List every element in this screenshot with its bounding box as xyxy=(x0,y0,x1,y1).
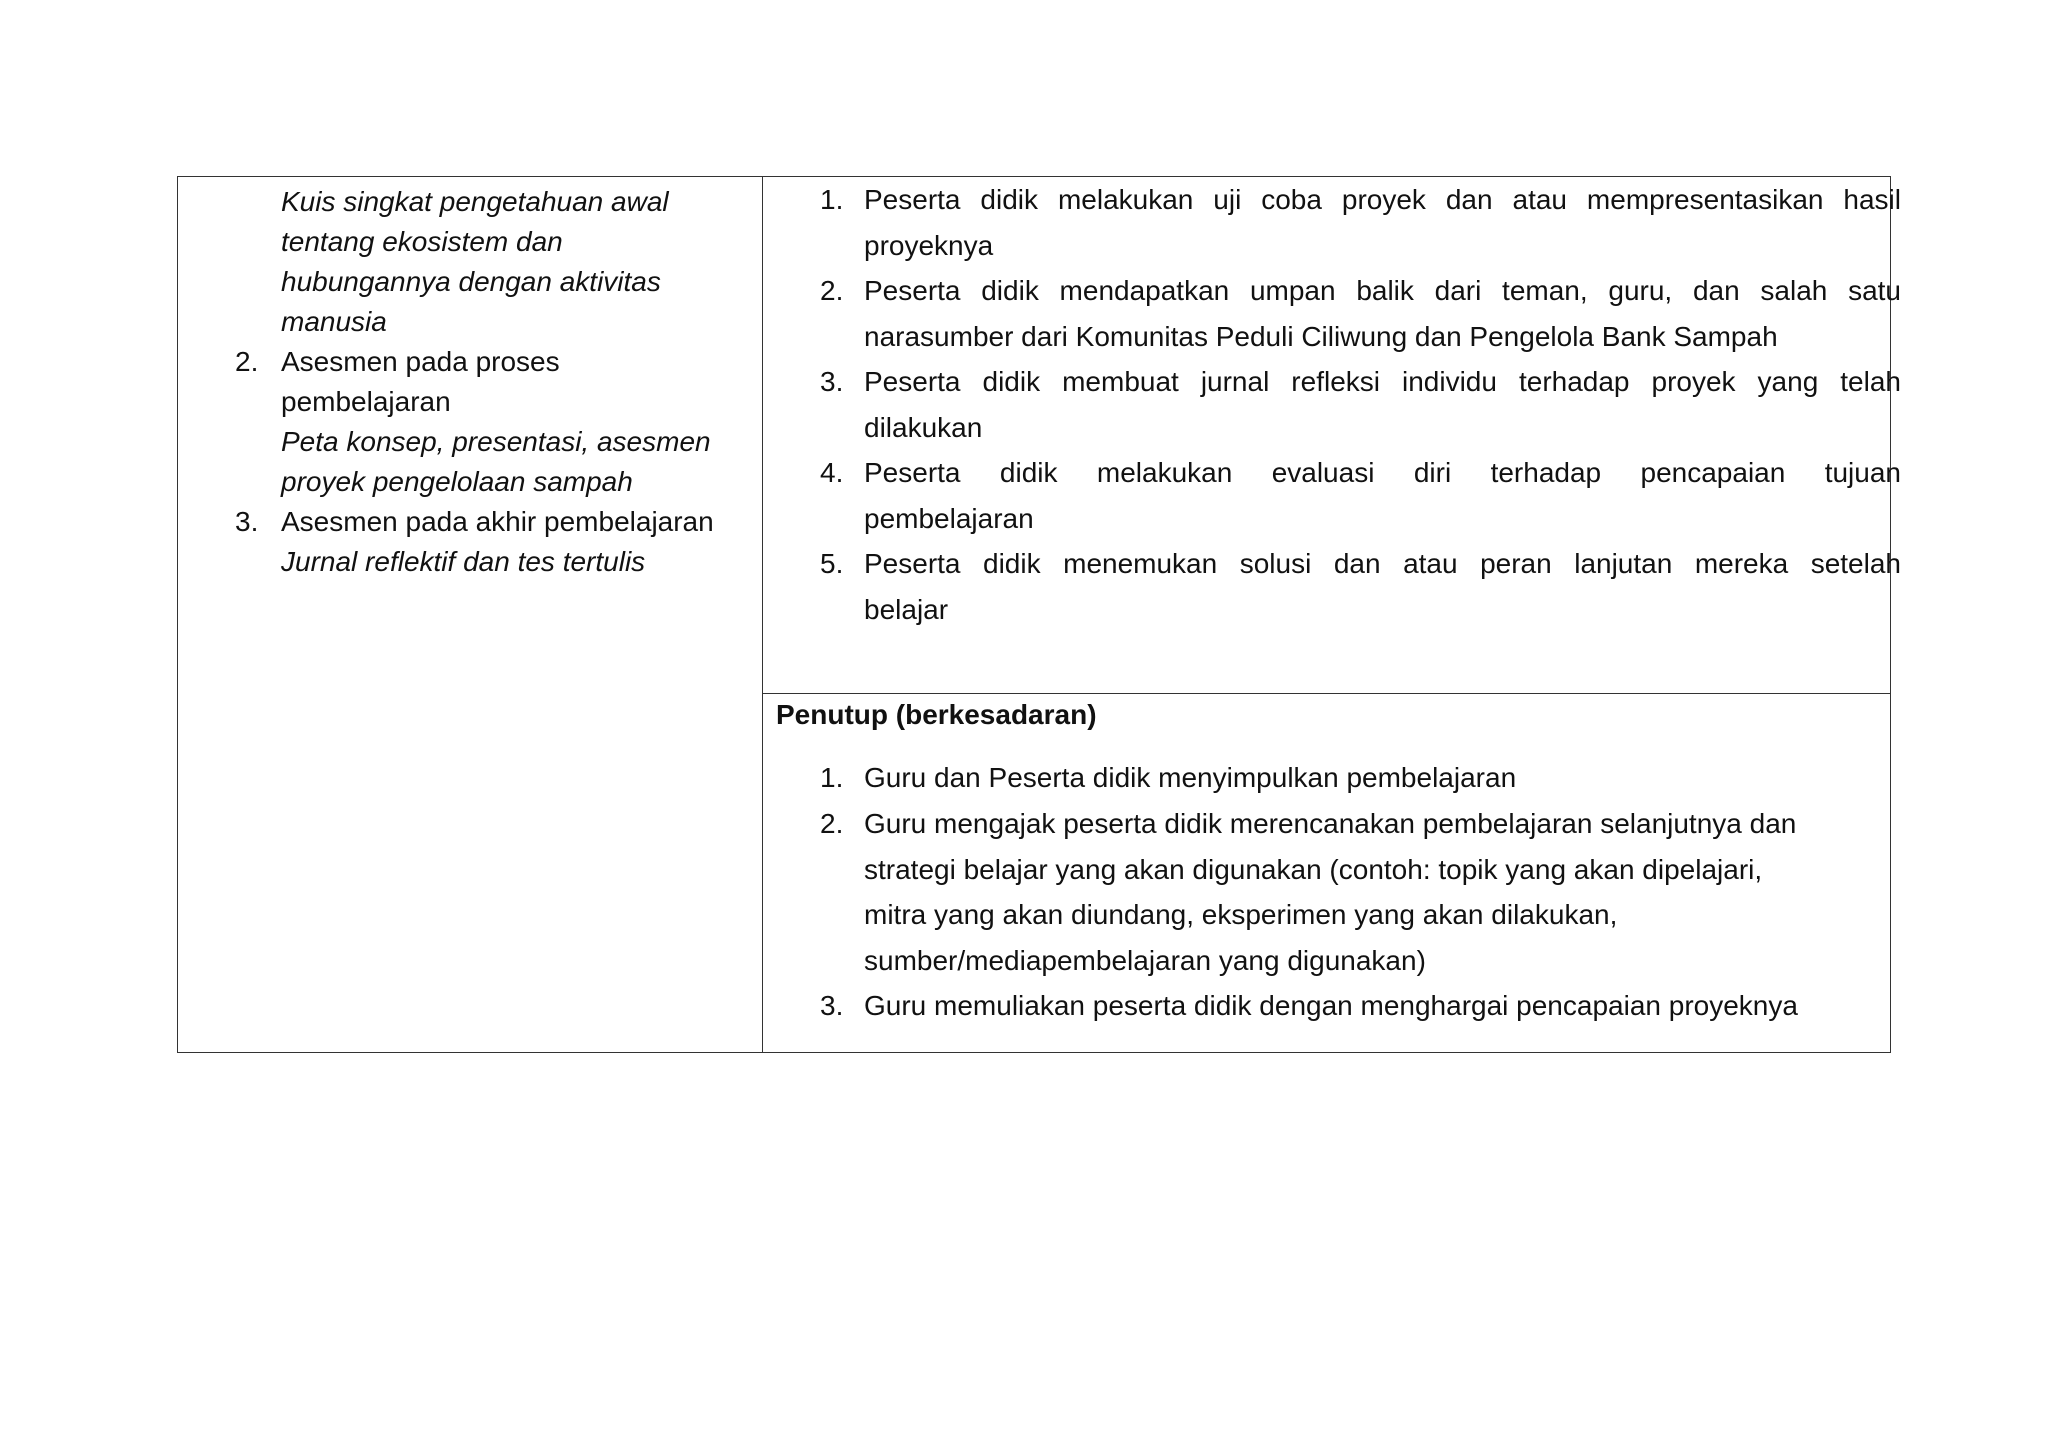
list-item-line: belajar xyxy=(864,593,949,625)
assessment-note-line: proyek pengelolaan sampah xyxy=(281,466,633,497)
list-number: 5. xyxy=(820,548,844,579)
list-number: 1. xyxy=(820,184,844,215)
list-item-line: Peserta didik membuat jurnal refleksi individu terhadap proyek yang telah xyxy=(864,366,1901,397)
assessment-note-line: Kuis singkat pengetahuan awal xyxy=(281,186,669,217)
list-number: 3. xyxy=(820,366,844,397)
list-item-line: Peserta didik melakukan uji coba proyek dan atau mempresentasikan hasil xyxy=(864,184,1901,215)
list-item-line: dilakukan xyxy=(864,411,983,443)
assessment-label-line: Asesmen pada proses xyxy=(281,346,560,377)
list-number: 4. xyxy=(820,457,844,488)
activity-cell xyxy=(763,177,1901,694)
assessment-label: Asesmen pada akhir pembelajaran xyxy=(281,506,714,537)
list-number: 3. xyxy=(235,506,259,537)
assessment-label-line: pembelajaran xyxy=(281,386,451,417)
list-item-line: pembelajaran xyxy=(864,502,1034,534)
list-item-line: Peserta didik melakukan evaluasi diri terhadap pencapaian tujuan xyxy=(864,457,1901,488)
list-number: 3. xyxy=(820,990,844,1021)
list-item-line: proyeknya xyxy=(864,229,994,261)
assessment-note-line: manusia xyxy=(281,306,387,337)
list-item-line: Peserta didik menemukan solusi dan atau peran lanjutan mereka setelah xyxy=(864,548,1901,579)
assessment-note-line: tentang ekosistem dan xyxy=(281,226,563,257)
list-number: 2. xyxy=(820,808,844,839)
list-item-line: Guru mengajak peserta didik merencanakan pembelajaran selanjutnya dan xyxy=(864,808,1797,839)
list-item-line: sumber/mediapembelajaran yang digunakan) xyxy=(864,944,1426,976)
assessment-note-line: Peta konsep, presentasi, asesmen xyxy=(281,426,711,457)
list-item-line: Guru dan Peserta didik menyimpulkan pembelajaran xyxy=(864,762,1517,793)
lesson-plan-table xyxy=(177,176,1901,1053)
closing-cell xyxy=(763,694,1890,1052)
list-number: 2. xyxy=(820,275,844,306)
list-item-line: mitra yang akan diundang, eksperimen yang akan dilakukan, xyxy=(864,899,1618,930)
list-number: 2. xyxy=(235,346,259,377)
assessment-note: Jurnal reflektif dan tes tertulis xyxy=(281,546,646,577)
assessment-note-line: hubungannya dengan aktivitas xyxy=(281,266,661,297)
list-number: 1. xyxy=(820,762,844,793)
list-item-line: Guru memuliakan peserta didik dengan menghargai pencapaian proyeknya xyxy=(864,990,1798,1021)
section-heading: Penutup (berkesadaran) xyxy=(776,699,1097,730)
assessment-column xyxy=(178,177,763,1052)
list-item-line: Peserta didik mendapatkan umpan balik dari teman, guru, dan salah satu xyxy=(864,275,1901,306)
list-item-line: strategi belajar yang akan digunakan (contoh: topik yang akan dipelajari, xyxy=(864,853,1763,885)
list-item-line: narasumber dari Komunitas Peduli Ciliwung dan Pengelola Bank Sampah xyxy=(864,320,1778,352)
